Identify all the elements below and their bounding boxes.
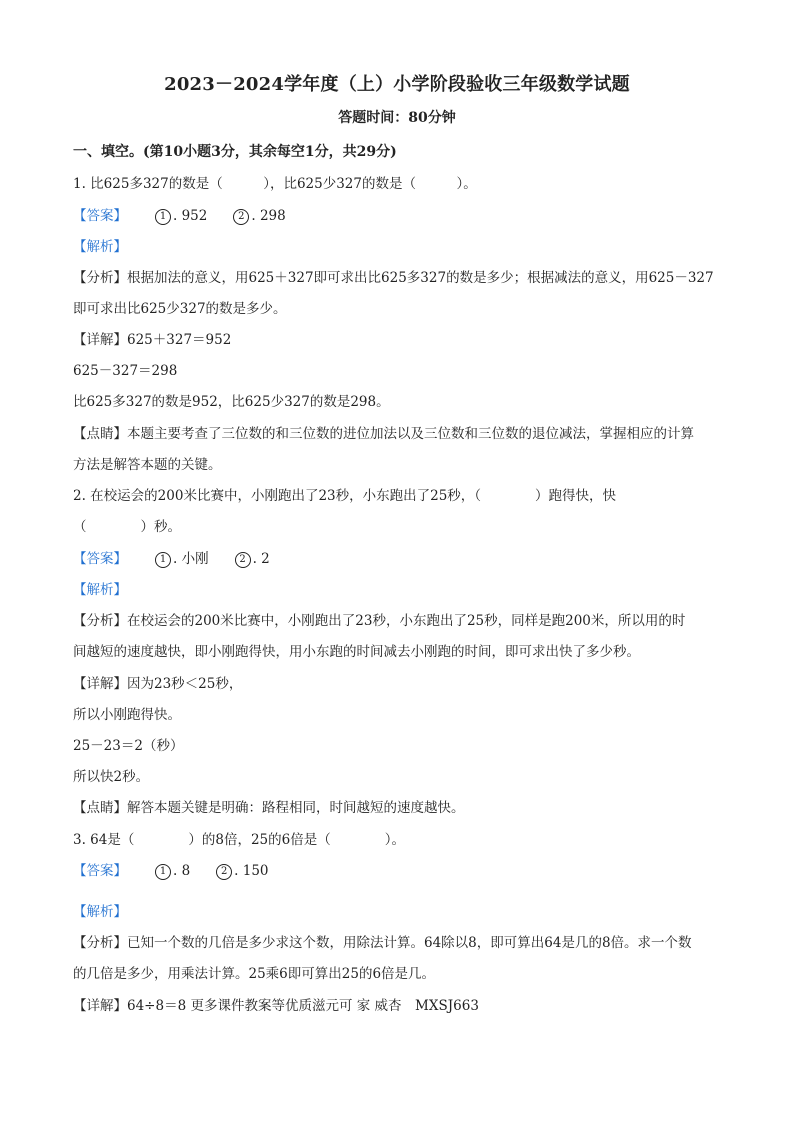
answer-label: 【答案】 xyxy=(73,551,127,567)
circled-number-2: 2 xyxy=(216,864,232,880)
q1-detail-2: 625－327＝298 xyxy=(73,363,178,379)
q1-fenxi-text-2: 即可求出比625少327的数是多少。 xyxy=(73,301,287,317)
q3-fenxi xyxy=(73,931,692,951)
q2-dianjing xyxy=(73,796,465,816)
q1-dianjing-text-1: 本题主要考查了三位数的和三位数的进位加法以及三位数和三位数的退位减法，掌握相应的计算 xyxy=(127,426,694,442)
dianjing-label: 【点睛】 xyxy=(73,800,127,816)
q3-answer-row xyxy=(73,859,269,880)
q1-answer-1: . 952 xyxy=(173,208,208,224)
q3-answer-2: . 150 xyxy=(234,863,269,879)
circled-number-2: 2 xyxy=(233,209,249,225)
q3-stem: 3. 64是（ ）的8倍，25的6倍是（ ）。 xyxy=(73,832,405,848)
xiangjie-label: 【详解】 xyxy=(73,998,127,1014)
q1-detail xyxy=(73,328,231,348)
q3-jiexi-label: 【解析】 xyxy=(73,904,127,920)
page-title: 2023－2024学年度（上）小学阶段验收三年级数学试题 xyxy=(164,74,630,95)
q2-stem-1: 2. 在校运会的200米比赛中，小刚跑出了23秒，小东跑出了25秒，（ ）跑得快，快 xyxy=(73,488,617,504)
fenxi-label: 【分析】 xyxy=(73,270,127,286)
q2-detail-3: 25－23＝2（秒） xyxy=(73,738,184,754)
q1-fenxi xyxy=(73,266,714,286)
q1-detail-3: 比625多327的数是952，比625少327的数是298。 xyxy=(73,394,390,410)
circled-number-1: 1 xyxy=(155,552,171,568)
q2-detail-2: 所以小刚跑得快。 xyxy=(73,707,181,723)
q2-stem-2: （ ）秒。 xyxy=(73,519,181,535)
q2-jiexi-label: 【解析】 xyxy=(73,582,127,598)
q2-answer-1: . 小刚 xyxy=(173,551,209,567)
circled-number-1: 1 xyxy=(155,864,171,880)
q3-detail-1: 64÷8＝8 更多课件教案等优质滋元可 家 威杏 MXSJ663 xyxy=(127,998,479,1014)
answer-label: 【答案】 xyxy=(73,208,127,224)
exam-time: 答题时间：80分钟 xyxy=(338,110,456,126)
q3-fenxi-text-2: 的几倍是多少，用乘法计算。25乘6即可算出25的6倍是几。 xyxy=(73,966,436,982)
q1-jiexi-label: 【解析】 xyxy=(73,239,127,255)
q1-fenxi-text-1: 根据加法的意义，用625＋327即可求出比625多327的数是多少；根据减法的意义，用625－327 xyxy=(127,270,714,286)
q2-detail xyxy=(73,672,242,692)
q2-dianjing-text: 解答本题关键是明确：路程相同，时间越短的速度越快。 xyxy=(127,800,465,816)
q2-fenxi-text-2: 间越短的速度越快，即小刚跑得快，用小东跑的时间减去小刚跑的时间，即可求出快了多少秒。 xyxy=(73,644,640,660)
q2-detail-4: 所以快2秒。 xyxy=(73,769,150,785)
xiangjie-label: 【详解】 xyxy=(73,332,127,348)
q1-detail-1: 625＋327＝952 xyxy=(127,332,232,348)
fenxi-label: 【分析】 xyxy=(73,613,127,629)
circled-number-1: 1 xyxy=(155,209,171,225)
q3-fenxi-text-1: 已知一个数的几倍是多少求这个数，用除法计算。64除以8，即可算出64是几的8倍。求一个数 xyxy=(127,935,692,951)
fenxi-label: 【分析】 xyxy=(73,935,127,951)
q1-stem: 1. 比625多327的数是（ ），比625少327的数是（ ）。 xyxy=(73,176,477,192)
q1-answer-row xyxy=(73,204,286,225)
q2-detail-1: 因为23秒＜25秒， xyxy=(127,676,243,692)
circled-number-2: 2 xyxy=(235,552,251,568)
xiangjie-label: 【详解】 xyxy=(73,676,127,692)
q2-answer-row xyxy=(73,547,270,568)
section-heading: 一、填空。(第10小题3分，其余每空1分，共29分) xyxy=(73,144,397,160)
q3-answer-1: . 8 xyxy=(173,863,191,879)
q3-detail xyxy=(73,994,479,1014)
q1-answer-2: . 298 xyxy=(251,208,286,224)
q2-fenxi-text-1: 在校运会的200米比赛中，小刚跑出了23秒，小东跑出了25秒，同样是跑200米，所以用的时 xyxy=(127,613,686,629)
q1-dianjing xyxy=(73,422,694,442)
q1-dianjing-text-2: 方法是解答本题的关键。 xyxy=(73,457,222,473)
answer-label: 【答案】 xyxy=(73,863,127,879)
q2-answer-2: . 2 xyxy=(252,551,270,567)
dianjing-label: 【点睛】 xyxy=(73,426,127,442)
q2-fenxi xyxy=(73,609,685,629)
